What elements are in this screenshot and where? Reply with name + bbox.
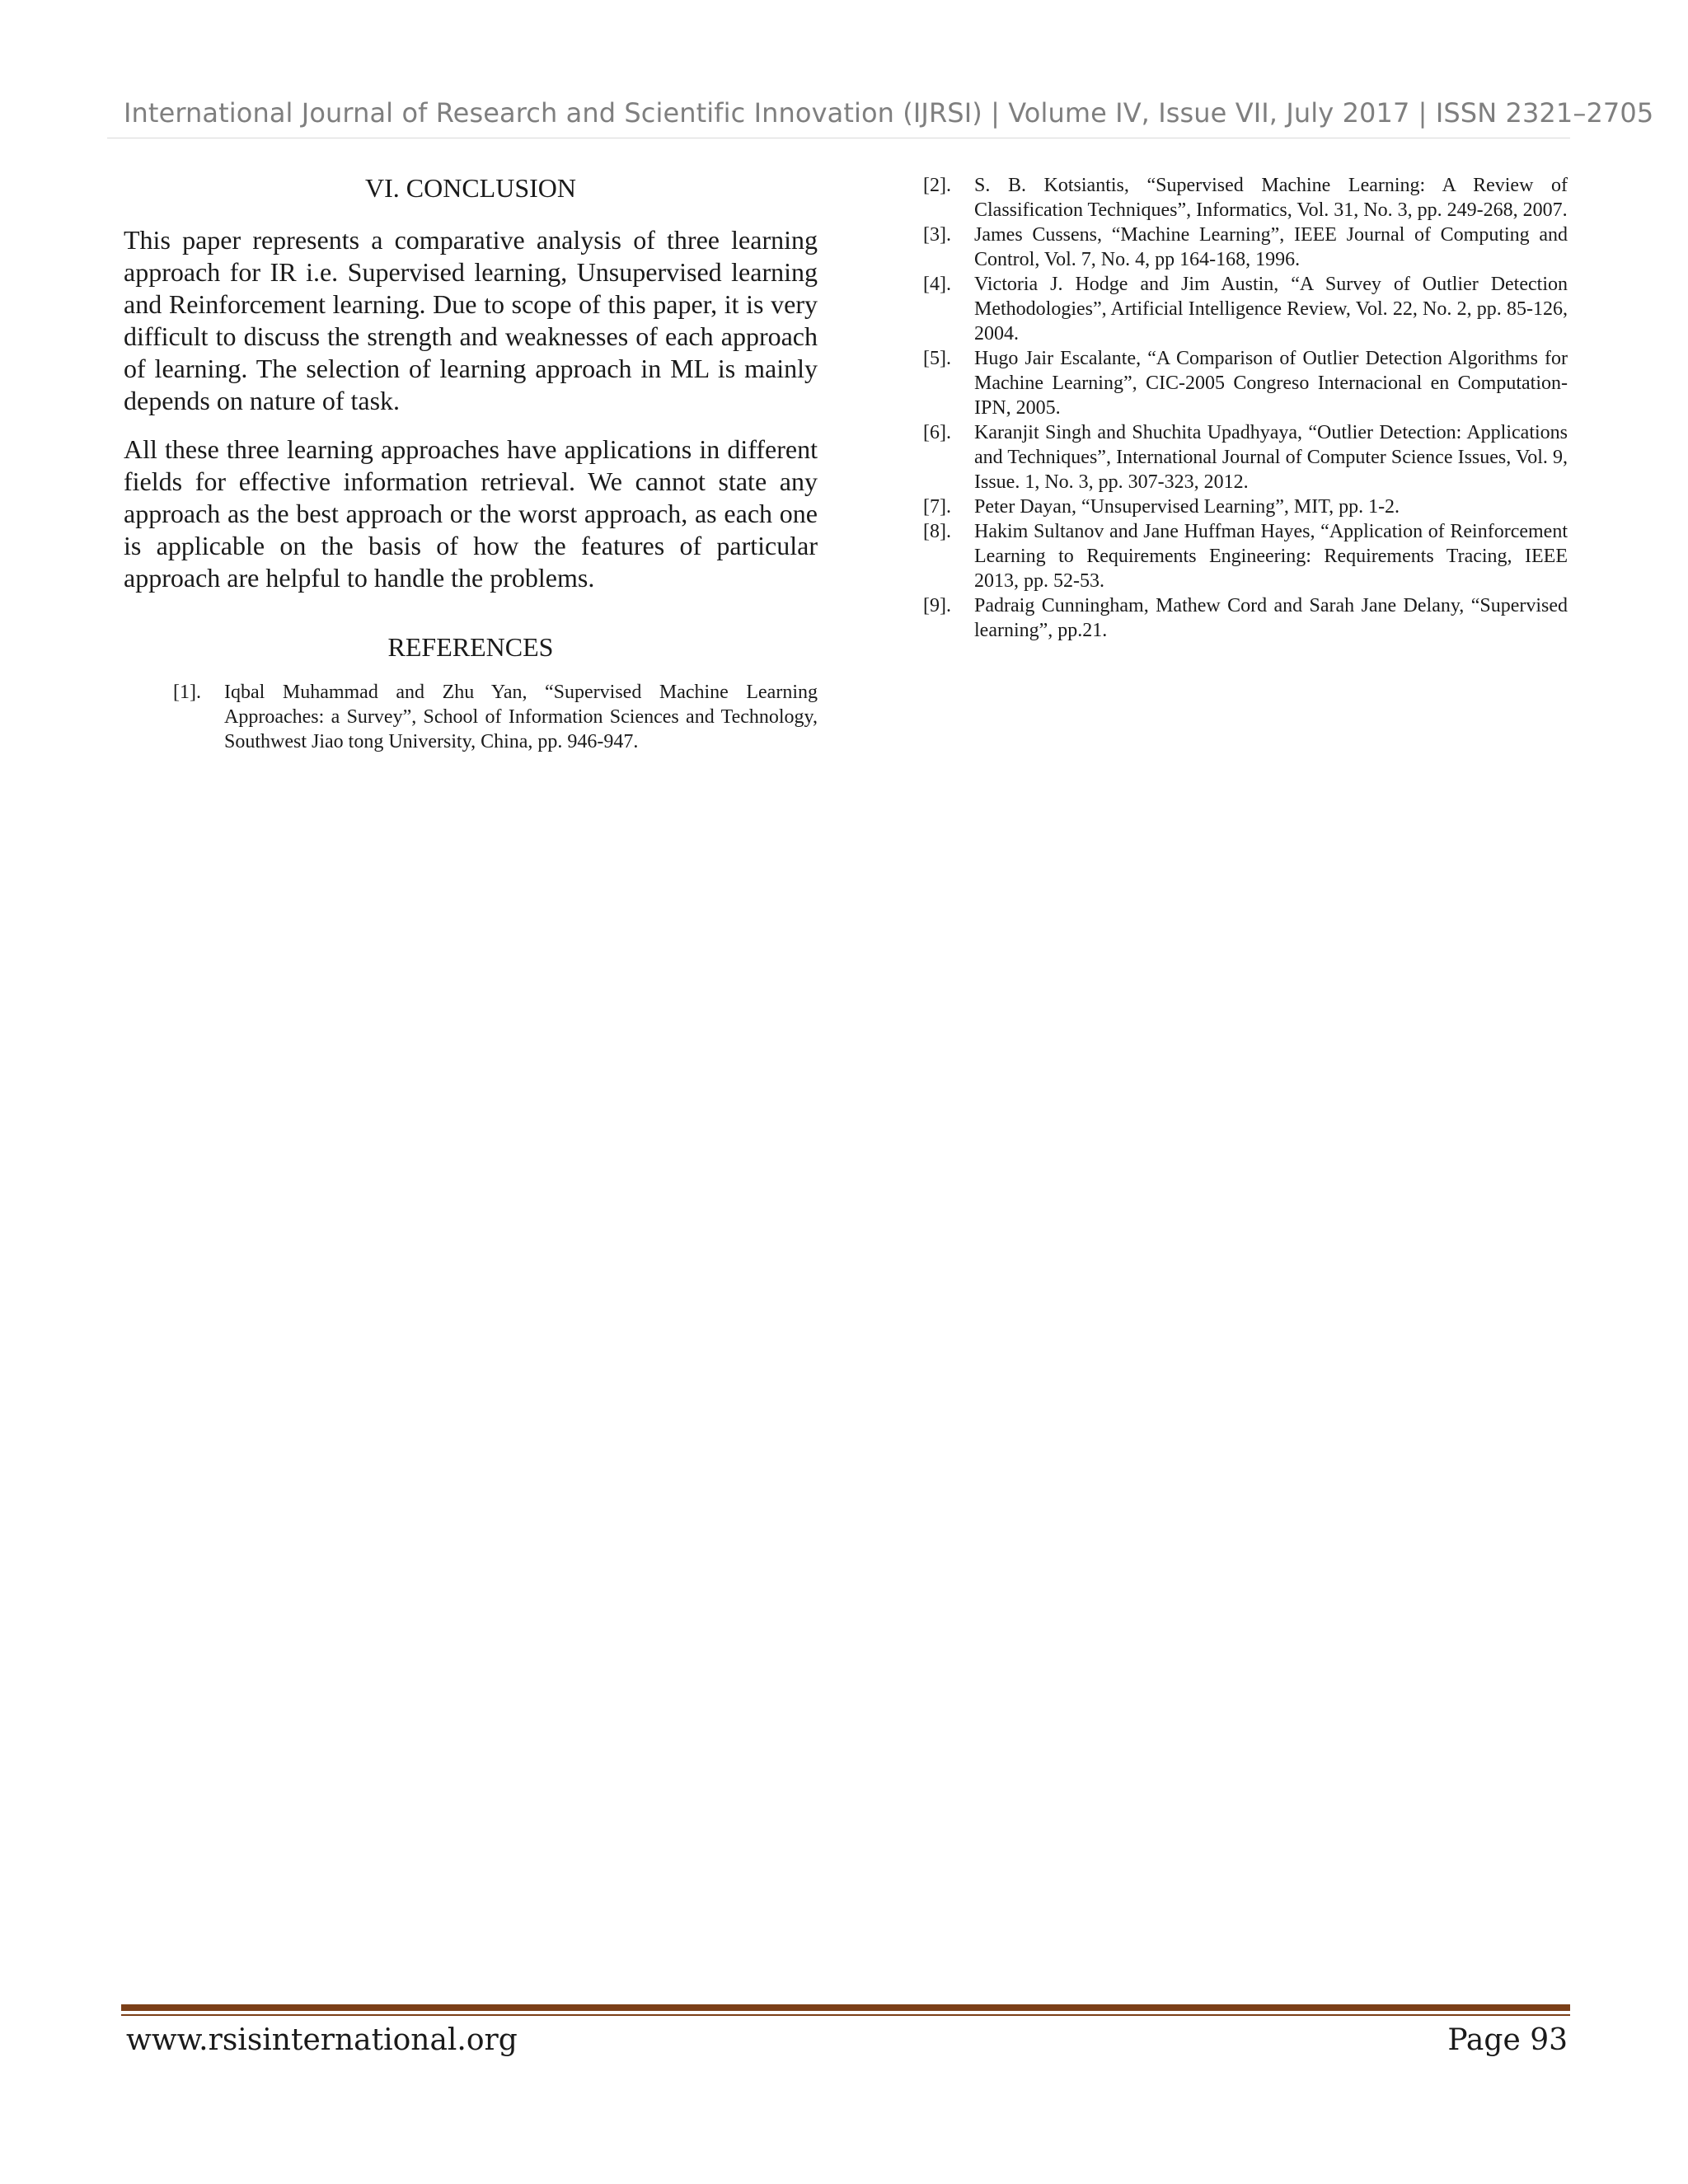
reference-item xyxy=(923,420,1568,494)
reference-number: [6]. xyxy=(923,422,951,443)
reference-number: [1]. xyxy=(173,682,201,703)
reference-text: Hakim Sultanov and Jane Huffman Hayes, “Application of Reinforcement Learning to Requirements Engineering: Requirements Tracing, IEEE 2013, pp. 52-53. xyxy=(974,521,1568,592)
reference-text: James Cussens, “Machine Learning”, IEEE Journal of Computing and Control, Vol. 7, No. 4, pp 164-168, 1996. xyxy=(974,224,1568,270)
reference-number: [2]. xyxy=(923,175,951,196)
reference-item xyxy=(923,223,1568,272)
conclusion-heading: VI. CONCLUSION xyxy=(365,173,576,203)
reference-number: [8]. xyxy=(923,521,951,542)
reference-number: [7]. xyxy=(923,496,951,518)
reference-text: Padraig Cunningham, Mathew Cord and Sarah Jane Delany, “Supervised learning”, pp.21. xyxy=(974,595,1568,641)
reference-list-continued xyxy=(923,173,1568,643)
reference-text: Peter Dayan, “Unsupervised Learning”, MIT, pp. 1-2. xyxy=(974,496,1400,518)
reference-number: [3]. xyxy=(923,224,951,246)
reference-list xyxy=(173,680,818,754)
left-column xyxy=(124,171,818,754)
conclusion-paragraph: This paper represents a comparative analysis of three learning approach for IR i.e. Supervised learning, Unsupervised learning and Reinforcement learning. Due to scope of this paper, it is very difficult to discuss the strength and weaknesses of each approach of learning. The selection of learning approach in ML is mainly depends on nature of task. xyxy=(124,225,818,415)
reference-number: [4]. xyxy=(923,274,951,295)
reference-text: Victoria J. Hodge and Jim Austin, “A Survey of Outlier Detection Methodologies”, Artificial Intelligence Review, Vol. 22, No. 2, pp. 85-126, 2004. xyxy=(974,274,1568,344)
reference-item xyxy=(923,494,1568,519)
reference-number: [9]. xyxy=(923,595,951,616)
reference-item xyxy=(923,346,1568,420)
reference-item xyxy=(173,680,818,754)
reference-text: Iqbal Muhammad and Zhu Yan, “Supervised Machine Learning Approaches: a Survey”, School of Information Sciences and Technology, Southwest Jiao tong University, China, pp. 946-947. xyxy=(224,682,818,752)
footer-divider-thick xyxy=(121,2004,1570,2011)
footer-website-link[interactable]: www.rsisinternational.org xyxy=(126,2023,518,2057)
reference-number: [5]. xyxy=(923,348,951,369)
reference-item xyxy=(923,593,1568,643)
right-column xyxy=(923,173,1568,643)
reference-item xyxy=(923,272,1568,346)
reference-text: Karanjit Singh and Shuchita Upadhyaya, “Outlier Detection: Applications and Techniques”, International Journal of Computer Science Issues, Vol. 9, Issue. 1, No. 3, pp. 307-323, 2012. xyxy=(974,422,1568,493)
reference-item xyxy=(923,519,1568,593)
references-heading: REFERENCES xyxy=(387,632,554,662)
reference-text: S. B. Kotsiantis, “Supervised Machine Learning: A Review of Classification Techniques”, Informatics, Vol. 31, No. 3, pp. 249-268, 2007. xyxy=(974,175,1568,221)
conclusion-paragraph: All these three learning approaches have applications in different fields for effective information retrieval. We cannot state any approach as the best approach or the worst approach, as each one is applicable on the basis of how the features of particular approach are helpful to handle the problems. xyxy=(124,434,818,593)
footer-divider-thin xyxy=(121,2014,1570,2016)
footer-page-number: Page 93 xyxy=(1447,2023,1568,2057)
reference-item xyxy=(923,173,1568,223)
reference-text: Hugo Jair Escalante, “A Comparison of Outlier Detection Algorithms for Machine Learning”, CIC-2005 Congreso Internacional en Computation-IPN, 2005. xyxy=(974,348,1568,419)
running-header: International Journal of Research and Scientific Innovation (IJRSI) | Volume IV, Issue VII, July 2017 | ISSN 2321–2705 xyxy=(124,97,1654,129)
